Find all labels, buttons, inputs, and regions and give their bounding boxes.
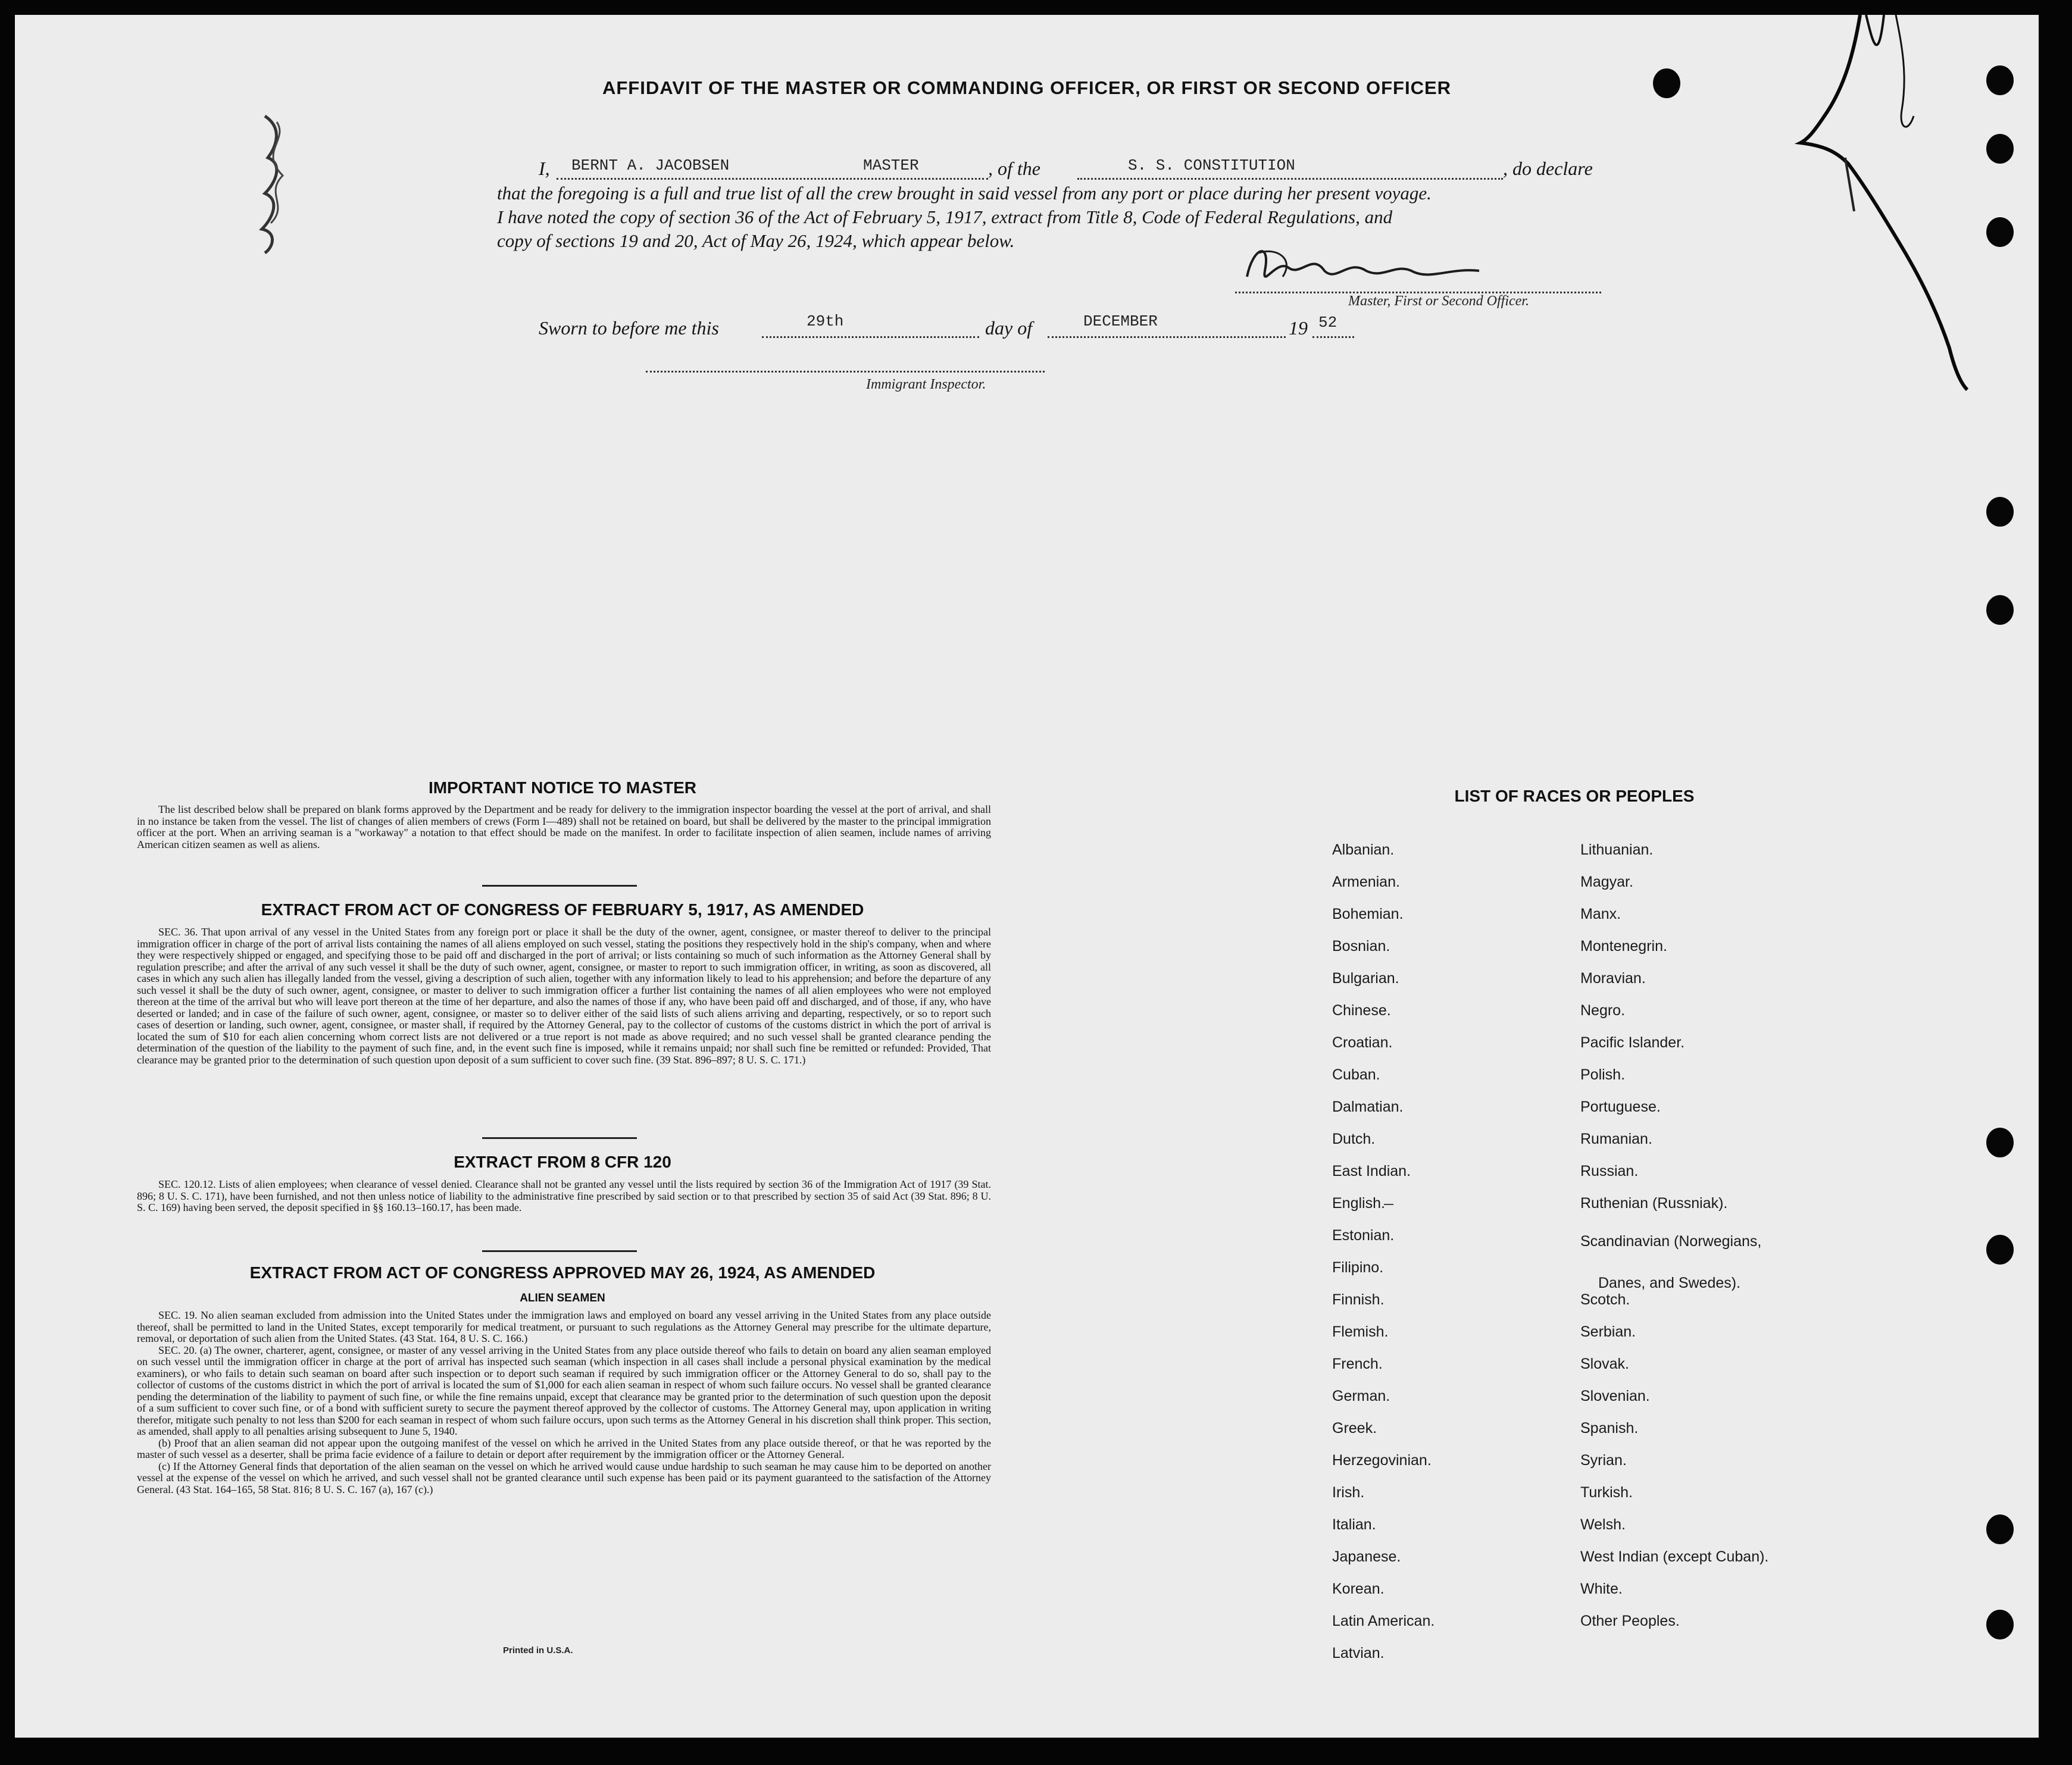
race-item: Filipino.	[1332, 1259, 1384, 1276]
race-item: Welsh.	[1580, 1516, 1626, 1533]
race-item: Latvian.	[1332, 1645, 1385, 1661]
race-item: Scotch.	[1580, 1291, 1630, 1308]
race-item: Italian.	[1332, 1516, 1376, 1533]
race-item: East Indian.	[1332, 1163, 1411, 1179]
race-item: Cuban.	[1332, 1066, 1380, 1083]
section-divider	[482, 1137, 637, 1139]
declarant-name: BERNT A. JACOBSEN	[571, 157, 730, 174]
document-page	[15, 15, 2039, 1738]
affidavit-statement-line-4: copy of sections 19 and 20, Act of May 26, 1924, which appear below.	[497, 230, 1015, 251]
race-item: Turkish.	[1580, 1484, 1633, 1501]
handwritten-margin-note	[241, 104, 307, 259]
extract-cfr-body: SEC. 120.12. Lists of alien employees; when clearance of vessel denied. Clearance shall not be granted any vessel until the lists required by section 36 of the Immigration Act of 1917 (39 Stat. 896; 8 U. S. C. 171), have been furnished, and not then unless notice of liability to the administrative fine prescribed by said section or to that prescribed by section 35 of said Act (39 Stat. 896; 8 U. S. C. 169) having been served, the deposit specified in §§ 160.13–160.17, has been made.	[137, 1178, 991, 1213]
sec-20b-paragraph: (b) Proof that an alien seaman did not appear upon the outgoing manifest of the vessel on which he arrived in the United States from any place outside thereof, or that he was reported by the master of such vessel as a deserter, shall be prima facie evidence of a failure to detain or deport after requirement by the immigration officer or the Attorney General.	[137, 1437, 991, 1460]
race-item: Other Peoples.	[1580, 1613, 1680, 1629]
race-item: Syrian.	[1580, 1452, 1627, 1469]
race-item: Flemish.	[1332, 1323, 1389, 1340]
race-item: Albanian.	[1332, 841, 1395, 858]
race-item: Serbian.	[1580, 1323, 1636, 1340]
race-item: Irish.	[1332, 1484, 1365, 1501]
punch-hole	[1986, 65, 2014, 95]
race-item: Estonian.	[1332, 1227, 1395, 1244]
race-item: Portuguese.	[1580, 1099, 1661, 1115]
extract-1924-body	[137, 1310, 991, 1495]
sec-20c-paragraph: (c) If the Attorney General finds that deportation of the alien seaman on the vessel on which he arrived would cause undue hardship to such seaman he may cause him to be deported on another vessel at the expense of the vessel on which he arrived, and such vessel shall not be granted clearance until such expense has been paid or its payment guaranteed to the satisfaction of the Attorney General. (43 Stat. 164–165, 58 Stat. 816; 8 U. S. C. 167 (a), 167 (c).)	[137, 1460, 991, 1495]
race-item: German.	[1332, 1388, 1390, 1404]
declarant-prefix: I,	[539, 158, 550, 179]
signer-caption: Master, First or Second Officer.	[1348, 293, 1529, 309]
printed-in-usa: Printed in U.S.A.	[503, 1645, 573, 1656]
alien-seamen-subtitle: ALIEN SEAMEN	[520, 1292, 605, 1304]
race-item: Greek.	[1332, 1420, 1377, 1437]
race-item: Spanish.	[1580, 1420, 1639, 1437]
extract-cfr-title: EXTRACT FROM 8 CFR 120	[454, 1153, 671, 1171]
race-item: Bulgarian.	[1332, 970, 1399, 987]
ink-stain-mark	[1789, 15, 1985, 396]
inspector-caption: Immigrant Inspector.	[866, 377, 986, 392]
race-item: Latin American.	[1332, 1613, 1435, 1629]
sec-20a-paragraph: SEC. 20. (a) The owner, charterer, agent, consignee, or master of any vessel arriving in the United States from any place outside thereof who fails to detain on board any alien seaman employed on such vessel until the immigration officer in charge at the port of arrival has inspected such seaman (which inspection in all cases shall include a personal physical examination by the medical examiners), or who fails to detain such seaman on board after such inspection or to deport such seaman if required by such immigration officer or the Attorney General to do so, shall pay to the collector of customs of the customs district in which the port of arrival is located the sum of $1,000 for each alien seaman in respect of whom such failure occurs. No vessel shall be granted clearance pending the determination of the liability to payment of such fine, or while the fine remains unpaid, except that clearance may be granted prior to the determination of such question upon the deposit of a sum sufficient to cover such fine, or of a bond with sufficient surety to secure the payment thereof approved by the collector of customs. The Attorney General may, upon application in writing therefor, mitigate such penalty to not less than $200 for each seaman in respect of whom such failure occurs, upon such terms as the Attorney General in his discretion shall think proper. This section, as amended, shall apply to all penalties arising subsequent to June 5, 1940.	[137, 1344, 991, 1437]
race-item: Armenian.	[1332, 874, 1400, 890]
declare-label: , do declare	[1503, 158, 1593, 179]
race-item: Croatian.	[1332, 1034, 1393, 1051]
section-divider	[482, 885, 637, 887]
races-title: LIST OF RACES OR PEOPLES	[1454, 787, 1695, 805]
stray-mark	[1384, 1204, 1393, 1205]
race-item: White.	[1580, 1581, 1623, 1597]
extract-1917-body: SEC. 36. That upon arrival of any vessel in the United States from any foreign port or place it shall be the duty of the owner, agent, consignee, or master thereof to deliver to the principal immigration officer in charge of the port of arrival lists containing the names of all aliens employed on such vessel, stating the positions they respectively hold in the ship's company, when and where they were respectively shipped or engaged, and specifying those to be paid off and discharged in the port of arrival; or lists containing so much of such information as the Attorney General shall by regulation prescribe; and after the arrival of any such vessel it shall be the duty of such owner, agent, consignee, or master to report to such immigration officer, in writing, as soon as discovered, all cases in which any such alien has illegally landed from the vessel, giving a description of such alien, together with any information likely to lead to his apprehension; and before the departure of any such vessel it shall be the duty of such owner, agent, consignee, or master to deliver to such immigration officer a further list containing the names of all alien employees who were not employed thereon at the time of the arrival but who will leave port thereon at the time of her departure, and also the names of those if any, who have been paid off and discharged, and of those, if any, who have deserted or landed; and in case of the failure of such owner, agent, consignee, or master so to deliver either of the said lists of such aliens arriving and departing, respectively, or so to report such cases of desertion or landing, such owner, agent, consignee, or master shall, if required by the Attorney General, pay to the collector of customs of the customs district in which the port of arrival is located the sum of $10 for each alien concerning whom correct lists are not delivered or a true report is not made as above required; and no such vessel shall be granted clearance pending the determination of the question of the liability to the payment of such fine, and, in the event such fine is imposed, while it remains unpaid; nor shall such fine be remitted or refunded: Provided, That clearance may be granted prior to the determination of such question upon deposit of a sum sufficient to cover such fine. (39 Stat. 896–897; 8 U. S. C. 171.)	[137, 926, 991, 1066]
punch-hole	[1986, 217, 2014, 247]
section-divider	[482, 1250, 637, 1252]
punch-hole	[1986, 1610, 2014, 1639]
punch-hole	[1986, 1128, 2014, 1157]
declarant-rank: MASTER	[863, 157, 919, 174]
punch-hole	[1986, 497, 2014, 527]
signature-line	[1235, 274, 1601, 293]
race-item: Slovak.	[1580, 1356, 1629, 1372]
race-item: Ruthenian (Russniak).	[1580, 1195, 1728, 1212]
race-item: Manx.	[1580, 906, 1621, 922]
sworn-day: 29th	[807, 312, 844, 330]
race-item: Bohemian.	[1332, 906, 1404, 922]
race-item: Japanese.	[1332, 1548, 1401, 1565]
notice-body: The list described below shall be prepared on blank forms approved by the Department and be ready for delivery to the immigration inspector boarding the vessel at the port of arrival, and shall in no instance be taken from the vessel. The list of changes of alien members of crews (Form I—489) shall not be retained on board, but shall be delivered by the master to the principal immigration officer at the port. When an arriving seaman is a "workaway" a notation to that effect should be made on the manifest. In order to facilitate inspection of alien seamen, include names of arriving American citizen seamen as well as aliens.	[137, 803, 991, 850]
punch-hole	[1986, 1235, 2014, 1265]
race-item: English.	[1332, 1195, 1385, 1212]
race-item: Finnish.	[1332, 1291, 1385, 1308]
sworn-label: Sworn to before me this	[539, 317, 719, 339]
punch-hole	[1653, 68, 1680, 98]
race-item: Scandinavian (Norwegians,	[1580, 1233, 1762, 1250]
day-of-label: day of	[985, 317, 1033, 339]
sec-19-paragraph: SEC. 19. No alien seaman excluded from admission into the United States under the immigration laws and employed on board any vessel arriving in the United States from any place outside thereof, shall be permitted to land in the United States, except temporarily for medical treatment, or pursuant to such regulations as the Attorney General may prescribe for the ultimate departure, removal, or deportation of such alien from the United States. (43 Stat. 164, 8 U. S. C. 166.)	[137, 1309, 991, 1344]
race-item: Slovenian.	[1580, 1388, 1650, 1404]
race-item: Korean.	[1332, 1581, 1385, 1597]
race-item: Magyar.	[1580, 874, 1633, 890]
notice-title: IMPORTANT NOTICE TO MASTER	[428, 778, 697, 797]
race-item: Danes, and Swedes).	[1598, 1275, 1741, 1291]
of-the-label: , of the	[988, 158, 1040, 179]
race-item: Negro.	[1580, 1002, 1626, 1019]
punch-hole	[1986, 1514, 2014, 1544]
punch-hole	[1986, 595, 2014, 625]
race-item: West Indian (except Cuban).	[1580, 1548, 1769, 1565]
inspector-signature-line	[646, 353, 1045, 373]
race-item: Dalmatian.	[1332, 1099, 1404, 1115]
race-item: Moravian.	[1580, 970, 1646, 987]
race-item: Pacific Islander.	[1580, 1034, 1685, 1051]
race-item: Herzegovinian.	[1332, 1452, 1432, 1469]
race-item: Polish.	[1580, 1066, 1626, 1083]
vessel-name: S. S. CONSTITUTION	[1128, 157, 1295, 174]
affidavit-statement-line-2: that the foregoing is a full and true list of all the crew brought in said vessel from any port or place during her present voyage.	[497, 183, 1432, 204]
race-item: Dutch.	[1332, 1131, 1376, 1147]
year-suffix: 52	[1318, 314, 1337, 331]
affidavit-statement-line-3: I have noted the copy of section 36 of the Act of February 5, 1917, extract from Title 8, Code of Federal Regulations, and	[497, 206, 1393, 227]
race-item: Bosnian.	[1332, 938, 1390, 955]
sworn-month: DECEMBER	[1083, 312, 1158, 330]
extract-1917-title: EXTRACT FROM ACT OF CONGRESS OF FEBRUARY 5, 1917, AS AMENDED	[261, 900, 864, 919]
race-item: Montenegrin.	[1580, 938, 1667, 955]
race-item: French.	[1332, 1356, 1383, 1372]
sworn-day-fill	[762, 318, 979, 338]
extract-1924-title: EXTRACT FROM ACT OF CONGRESS APPROVED MAY 26, 1924, AS AMENDED	[249, 1263, 876, 1282]
race-item: Lithuanian.	[1580, 841, 1654, 858]
year-prefix: 19	[1289, 317, 1308, 339]
race-item: Chinese.	[1332, 1002, 1391, 1019]
affidavit-title: AFFIDAVIT OF THE MASTER OR COMMANDING OFFICER, OR FIRST OR SECOND OFFICER	[602, 77, 1452, 98]
race-item: Russian.	[1580, 1163, 1639, 1179]
punch-hole	[1986, 134, 2014, 164]
race-item: Rumanian.	[1580, 1131, 1652, 1147]
